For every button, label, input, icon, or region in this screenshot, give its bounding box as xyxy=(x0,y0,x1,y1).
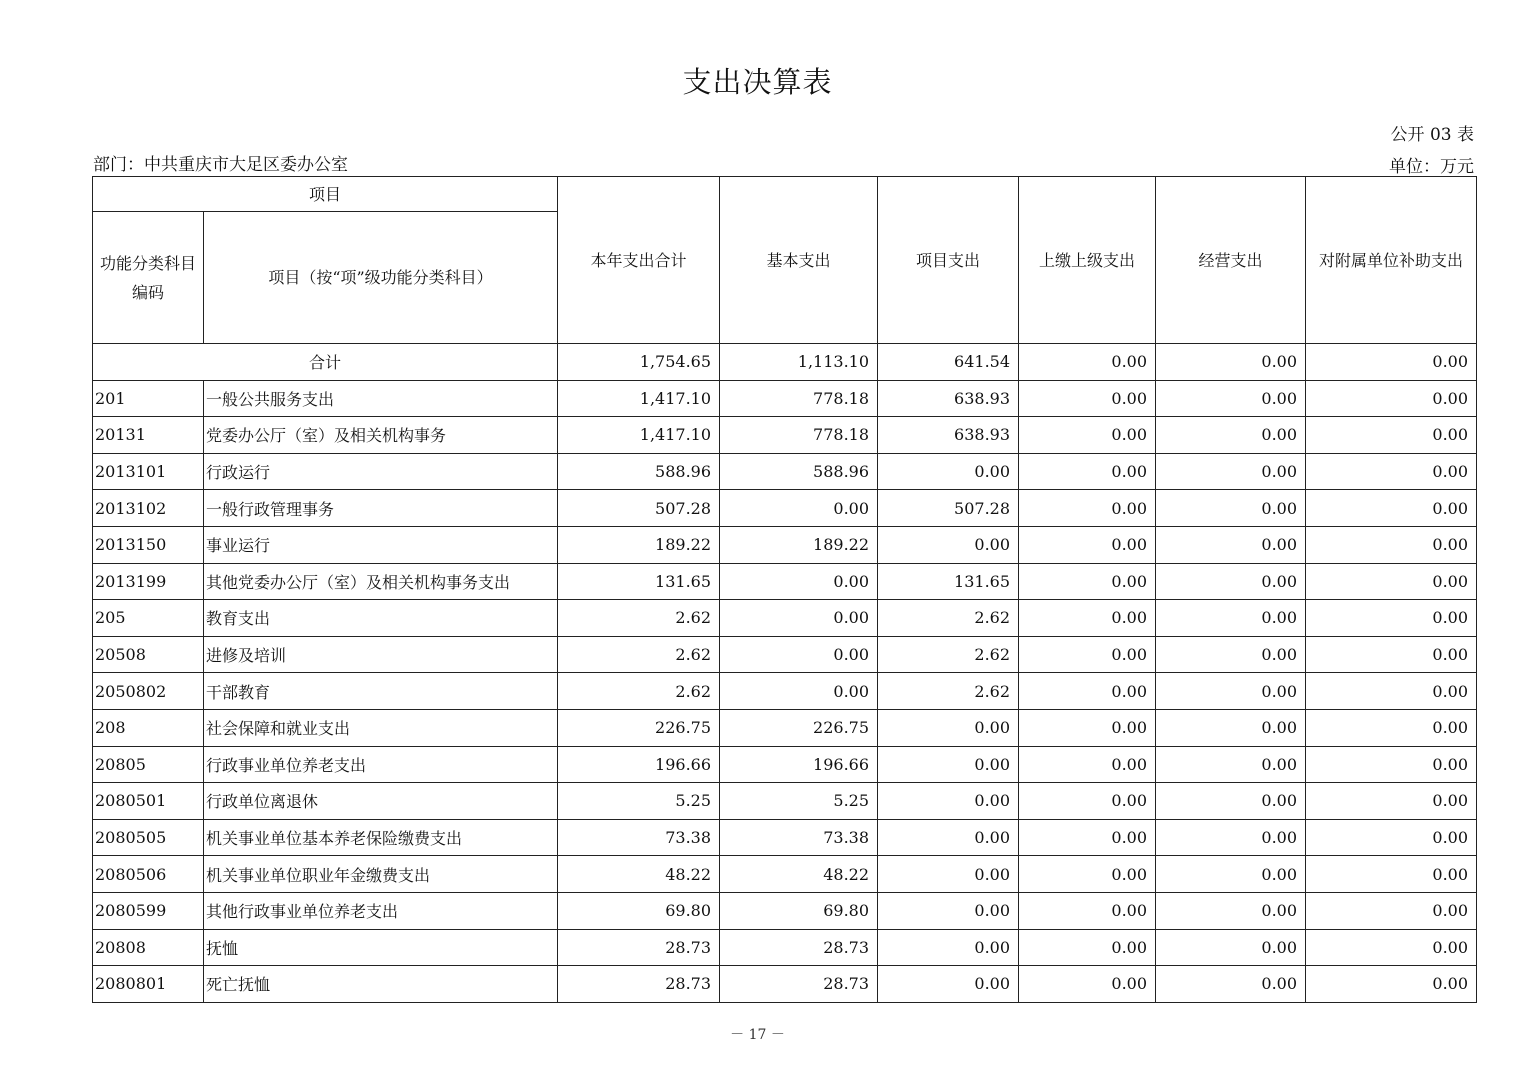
cell-basic: 0.00 xyxy=(720,636,878,673)
cell-name: 一般公共服务支出 xyxy=(204,380,558,417)
cell-code: 2080501 xyxy=(93,783,204,820)
cell-project: 131.65 xyxy=(878,563,1019,600)
cell-business: 0.00 xyxy=(1156,966,1306,1003)
cell-basic: 0.00 xyxy=(720,563,878,600)
cell-upper: 0.00 xyxy=(1019,563,1156,600)
cell-upper: 0.00 xyxy=(1019,490,1156,527)
table-row xyxy=(93,856,1477,893)
table-row xyxy=(93,636,1477,673)
cell-basic: 778.18 xyxy=(720,380,878,417)
cell-code: 20805 xyxy=(93,746,204,783)
cell-code: 208 xyxy=(93,709,204,746)
cell-upper: 0.00 xyxy=(1019,636,1156,673)
cell-project: 638.93 xyxy=(878,380,1019,417)
cell-total: 2.62 xyxy=(558,673,720,710)
cell-project: 0.00 xyxy=(878,892,1019,929)
cell-upper: 0.00 xyxy=(1019,709,1156,746)
cell-code: 201 xyxy=(93,380,204,417)
table-row xyxy=(93,929,1477,966)
cell-basic: 588.96 xyxy=(720,453,878,490)
cell-code: 2080506 xyxy=(93,856,204,893)
cell-code: 20508 xyxy=(93,636,204,673)
cell-project: 507.28 xyxy=(878,490,1019,527)
page-title: 支出决算表 xyxy=(682,65,833,99)
cell-project: 0.00 xyxy=(878,966,1019,1003)
cell-name: 事业运行 xyxy=(204,526,558,563)
total-cell-total: 1,754.65 xyxy=(558,344,720,381)
cell-subsidy: 0.00 xyxy=(1306,966,1477,1003)
cell-name: 一般行政管理事务 xyxy=(204,490,558,527)
cell-name: 其他行政事业单位养老支出 xyxy=(204,892,558,929)
cell-name: 党委办公厅（室）及相关机构事务 xyxy=(204,417,558,454)
cell-upper: 0.00 xyxy=(1019,966,1156,1003)
total-cell-project: 641.54 xyxy=(878,344,1019,381)
header-project: 项目 xyxy=(93,177,558,212)
cell-upper: 0.00 xyxy=(1019,526,1156,563)
cell-basic: 48.22 xyxy=(720,856,878,893)
cell-upper: 0.00 xyxy=(1019,819,1156,856)
cell-upper: 0.00 xyxy=(1019,600,1156,637)
cell-upper: 0.00 xyxy=(1019,453,1156,490)
cell-basic: 5.25 xyxy=(720,783,878,820)
cell-upper: 0.00 xyxy=(1019,380,1156,417)
cell-upper: 0.00 xyxy=(1019,929,1156,966)
cell-code: 2013199 xyxy=(93,563,204,600)
cell-business: 0.00 xyxy=(1156,856,1306,893)
cell-subsidy: 0.00 xyxy=(1306,856,1477,893)
cell-business: 0.00 xyxy=(1156,526,1306,563)
cell-total: 189.22 xyxy=(558,526,720,563)
cell-name: 机关事业单位基本养老保险缴费支出 xyxy=(204,819,558,856)
cell-upper: 0.00 xyxy=(1019,417,1156,454)
cell-subsidy: 0.00 xyxy=(1306,453,1477,490)
cell-code: 2013101 xyxy=(93,453,204,490)
cell-subsidy: 0.00 xyxy=(1306,892,1477,929)
cell-subsidy: 0.00 xyxy=(1306,636,1477,673)
cell-business: 0.00 xyxy=(1156,819,1306,856)
cell-project: 638.93 xyxy=(878,417,1019,454)
cell-total: 1,417.10 xyxy=(558,417,720,454)
cell-code: 2013102 xyxy=(93,490,204,527)
cell-subsidy: 0.00 xyxy=(1306,929,1477,966)
cell-basic: 226.75 xyxy=(720,709,878,746)
header-total: 本年支出合计 xyxy=(558,177,720,344)
total-cell-basic: 1,113.10 xyxy=(720,344,878,381)
cell-upper: 0.00 xyxy=(1019,746,1156,783)
department-label: 部门：中共重庆市大足区委办公室 xyxy=(93,155,348,175)
table-row xyxy=(93,892,1477,929)
cell-basic: 189.22 xyxy=(720,526,878,563)
cell-basic: 0.00 xyxy=(720,600,878,637)
cell-subsidy: 0.00 xyxy=(1306,819,1477,856)
form-number: 公开 03 表 xyxy=(1390,125,1474,145)
cell-basic: 28.73 xyxy=(720,929,878,966)
cell-total: 73.38 xyxy=(558,819,720,856)
unit-label: 单位：万元 xyxy=(1389,157,1474,177)
table-row xyxy=(93,526,1477,563)
cell-code: 20808 xyxy=(93,929,204,966)
cell-total: 69.80 xyxy=(558,892,720,929)
cell-subsidy: 0.00 xyxy=(1306,563,1477,600)
cell-code: 20131 xyxy=(93,417,204,454)
cell-code: 2080801 xyxy=(93,966,204,1003)
cell-total: 226.75 xyxy=(558,709,720,746)
table-row xyxy=(93,673,1477,710)
cell-name: 其他党委办公厅（室）及相关机构事务支出 xyxy=(204,563,558,600)
cell-business: 0.00 xyxy=(1156,600,1306,637)
cell-business: 0.00 xyxy=(1156,892,1306,929)
cell-name: 社会保障和就业支出 xyxy=(204,709,558,746)
cell-total: 196.66 xyxy=(558,746,720,783)
cell-subsidy: 0.00 xyxy=(1306,490,1477,527)
total-cell-subsidy: 0.00 xyxy=(1306,344,1477,381)
cell-basic: 196.66 xyxy=(720,746,878,783)
cell-business: 0.00 xyxy=(1156,453,1306,490)
cell-subsidy: 0.00 xyxy=(1306,746,1477,783)
table-row xyxy=(93,966,1477,1003)
table-row xyxy=(93,563,1477,600)
cell-total: 48.22 xyxy=(558,856,720,893)
cell-subsidy: 0.00 xyxy=(1306,417,1477,454)
table-row xyxy=(93,417,1477,454)
cell-code: 2080599 xyxy=(93,892,204,929)
table-row xyxy=(93,380,1477,417)
total-label: 合计 xyxy=(93,344,558,381)
cell-project: 0.00 xyxy=(878,783,1019,820)
cell-subsidy: 0.00 xyxy=(1306,709,1477,746)
cell-total: 1,417.10 xyxy=(558,380,720,417)
table-row xyxy=(93,600,1477,637)
header-row-1 xyxy=(93,177,1477,212)
cell-project: 2.62 xyxy=(878,600,1019,637)
cell-subsidy: 0.00 xyxy=(1306,673,1477,710)
table-row xyxy=(93,490,1477,527)
cell-total: 28.73 xyxy=(558,966,720,1003)
cell-total: 5.25 xyxy=(558,783,720,820)
cell-basic: 0.00 xyxy=(720,490,878,527)
cell-subsidy: 0.00 xyxy=(1306,380,1477,417)
cell-upper: 0.00 xyxy=(1019,856,1156,893)
header-basic: 基本支出 xyxy=(720,177,878,344)
cell-business: 0.00 xyxy=(1156,417,1306,454)
cell-name: 进修及培训 xyxy=(204,636,558,673)
cell-basic: 28.73 xyxy=(720,966,878,1003)
header-code-line1: 功能分类科目 xyxy=(99,253,196,273)
cell-business: 0.00 xyxy=(1156,746,1306,783)
cell-project: 0.00 xyxy=(878,709,1019,746)
header-business: 经营支出 xyxy=(1156,177,1306,344)
cell-subsidy: 0.00 xyxy=(1306,526,1477,563)
cell-name: 抚恤 xyxy=(204,929,558,966)
page-number: － 17 － xyxy=(730,1027,785,1043)
cell-total: 2.62 xyxy=(558,636,720,673)
cell-name: 干部教育 xyxy=(204,673,558,710)
cell-code: 2050802 xyxy=(93,673,204,710)
cell-total: 28.73 xyxy=(558,929,720,966)
header-subsidy: 对附属单位补助支出 xyxy=(1306,177,1477,344)
cell-name: 教育支出 xyxy=(204,600,558,637)
cell-total: 131.65 xyxy=(558,563,720,600)
header-upper: 上缴上级支出 xyxy=(1019,177,1156,344)
cell-basic: 0.00 xyxy=(720,673,878,710)
total-row xyxy=(93,344,1477,381)
cell-project: 2.62 xyxy=(878,636,1019,673)
expenditure-table xyxy=(92,176,1477,1003)
header-project-name: 项目（按“项”级功能分类科目） xyxy=(204,212,558,344)
cell-business: 0.00 xyxy=(1156,783,1306,820)
cell-name: 行政运行 xyxy=(204,453,558,490)
cell-code: 2080505 xyxy=(93,819,204,856)
table-row xyxy=(93,746,1477,783)
header-code xyxy=(93,212,204,344)
cell-name: 行政事业单位养老支出 xyxy=(204,746,558,783)
cell-code: 2013150 xyxy=(93,526,204,563)
cell-project: 0.00 xyxy=(878,746,1019,783)
table-row xyxy=(93,453,1477,490)
cell-project: 0.00 xyxy=(878,526,1019,563)
cell-business: 0.00 xyxy=(1156,673,1306,710)
cell-project: 0.00 xyxy=(878,453,1019,490)
total-cell-upper: 0.00 xyxy=(1019,344,1156,381)
cell-subsidy: 0.00 xyxy=(1306,600,1477,637)
cell-upper: 0.00 xyxy=(1019,673,1156,710)
cell-business: 0.00 xyxy=(1156,490,1306,527)
cell-basic: 73.38 xyxy=(720,819,878,856)
table-row xyxy=(93,709,1477,746)
cell-basic: 778.18 xyxy=(720,417,878,454)
cell-name: 行政单位离退休 xyxy=(204,783,558,820)
cell-project: 0.00 xyxy=(878,856,1019,893)
cell-total: 588.96 xyxy=(558,453,720,490)
header-project-expense: 项目支出 xyxy=(878,177,1019,344)
cell-project: 2.62 xyxy=(878,673,1019,710)
cell-basic: 69.80 xyxy=(720,892,878,929)
cell-total: 2.62 xyxy=(558,600,720,637)
cell-business: 0.00 xyxy=(1156,929,1306,966)
cell-upper: 0.00 xyxy=(1019,783,1156,820)
cell-business: 0.00 xyxy=(1156,636,1306,673)
cell-name: 机关事业单位职业年金缴费支出 xyxy=(204,856,558,893)
total-cell-business: 0.00 xyxy=(1156,344,1306,381)
cell-project: 0.00 xyxy=(878,929,1019,966)
cell-subsidy: 0.00 xyxy=(1306,783,1477,820)
cell-total: 507.28 xyxy=(558,490,720,527)
header-code-line2: 编码 xyxy=(131,282,164,302)
cell-business: 0.00 xyxy=(1156,380,1306,417)
cell-upper: 0.00 xyxy=(1019,892,1156,929)
cell-code: 205 xyxy=(93,600,204,637)
table-row xyxy=(93,783,1477,820)
cell-business: 0.00 xyxy=(1156,709,1306,746)
cell-business: 0.00 xyxy=(1156,563,1306,600)
table-row xyxy=(93,819,1477,856)
cell-name: 死亡抚恤 xyxy=(204,966,558,1003)
cell-project: 0.00 xyxy=(878,819,1019,856)
